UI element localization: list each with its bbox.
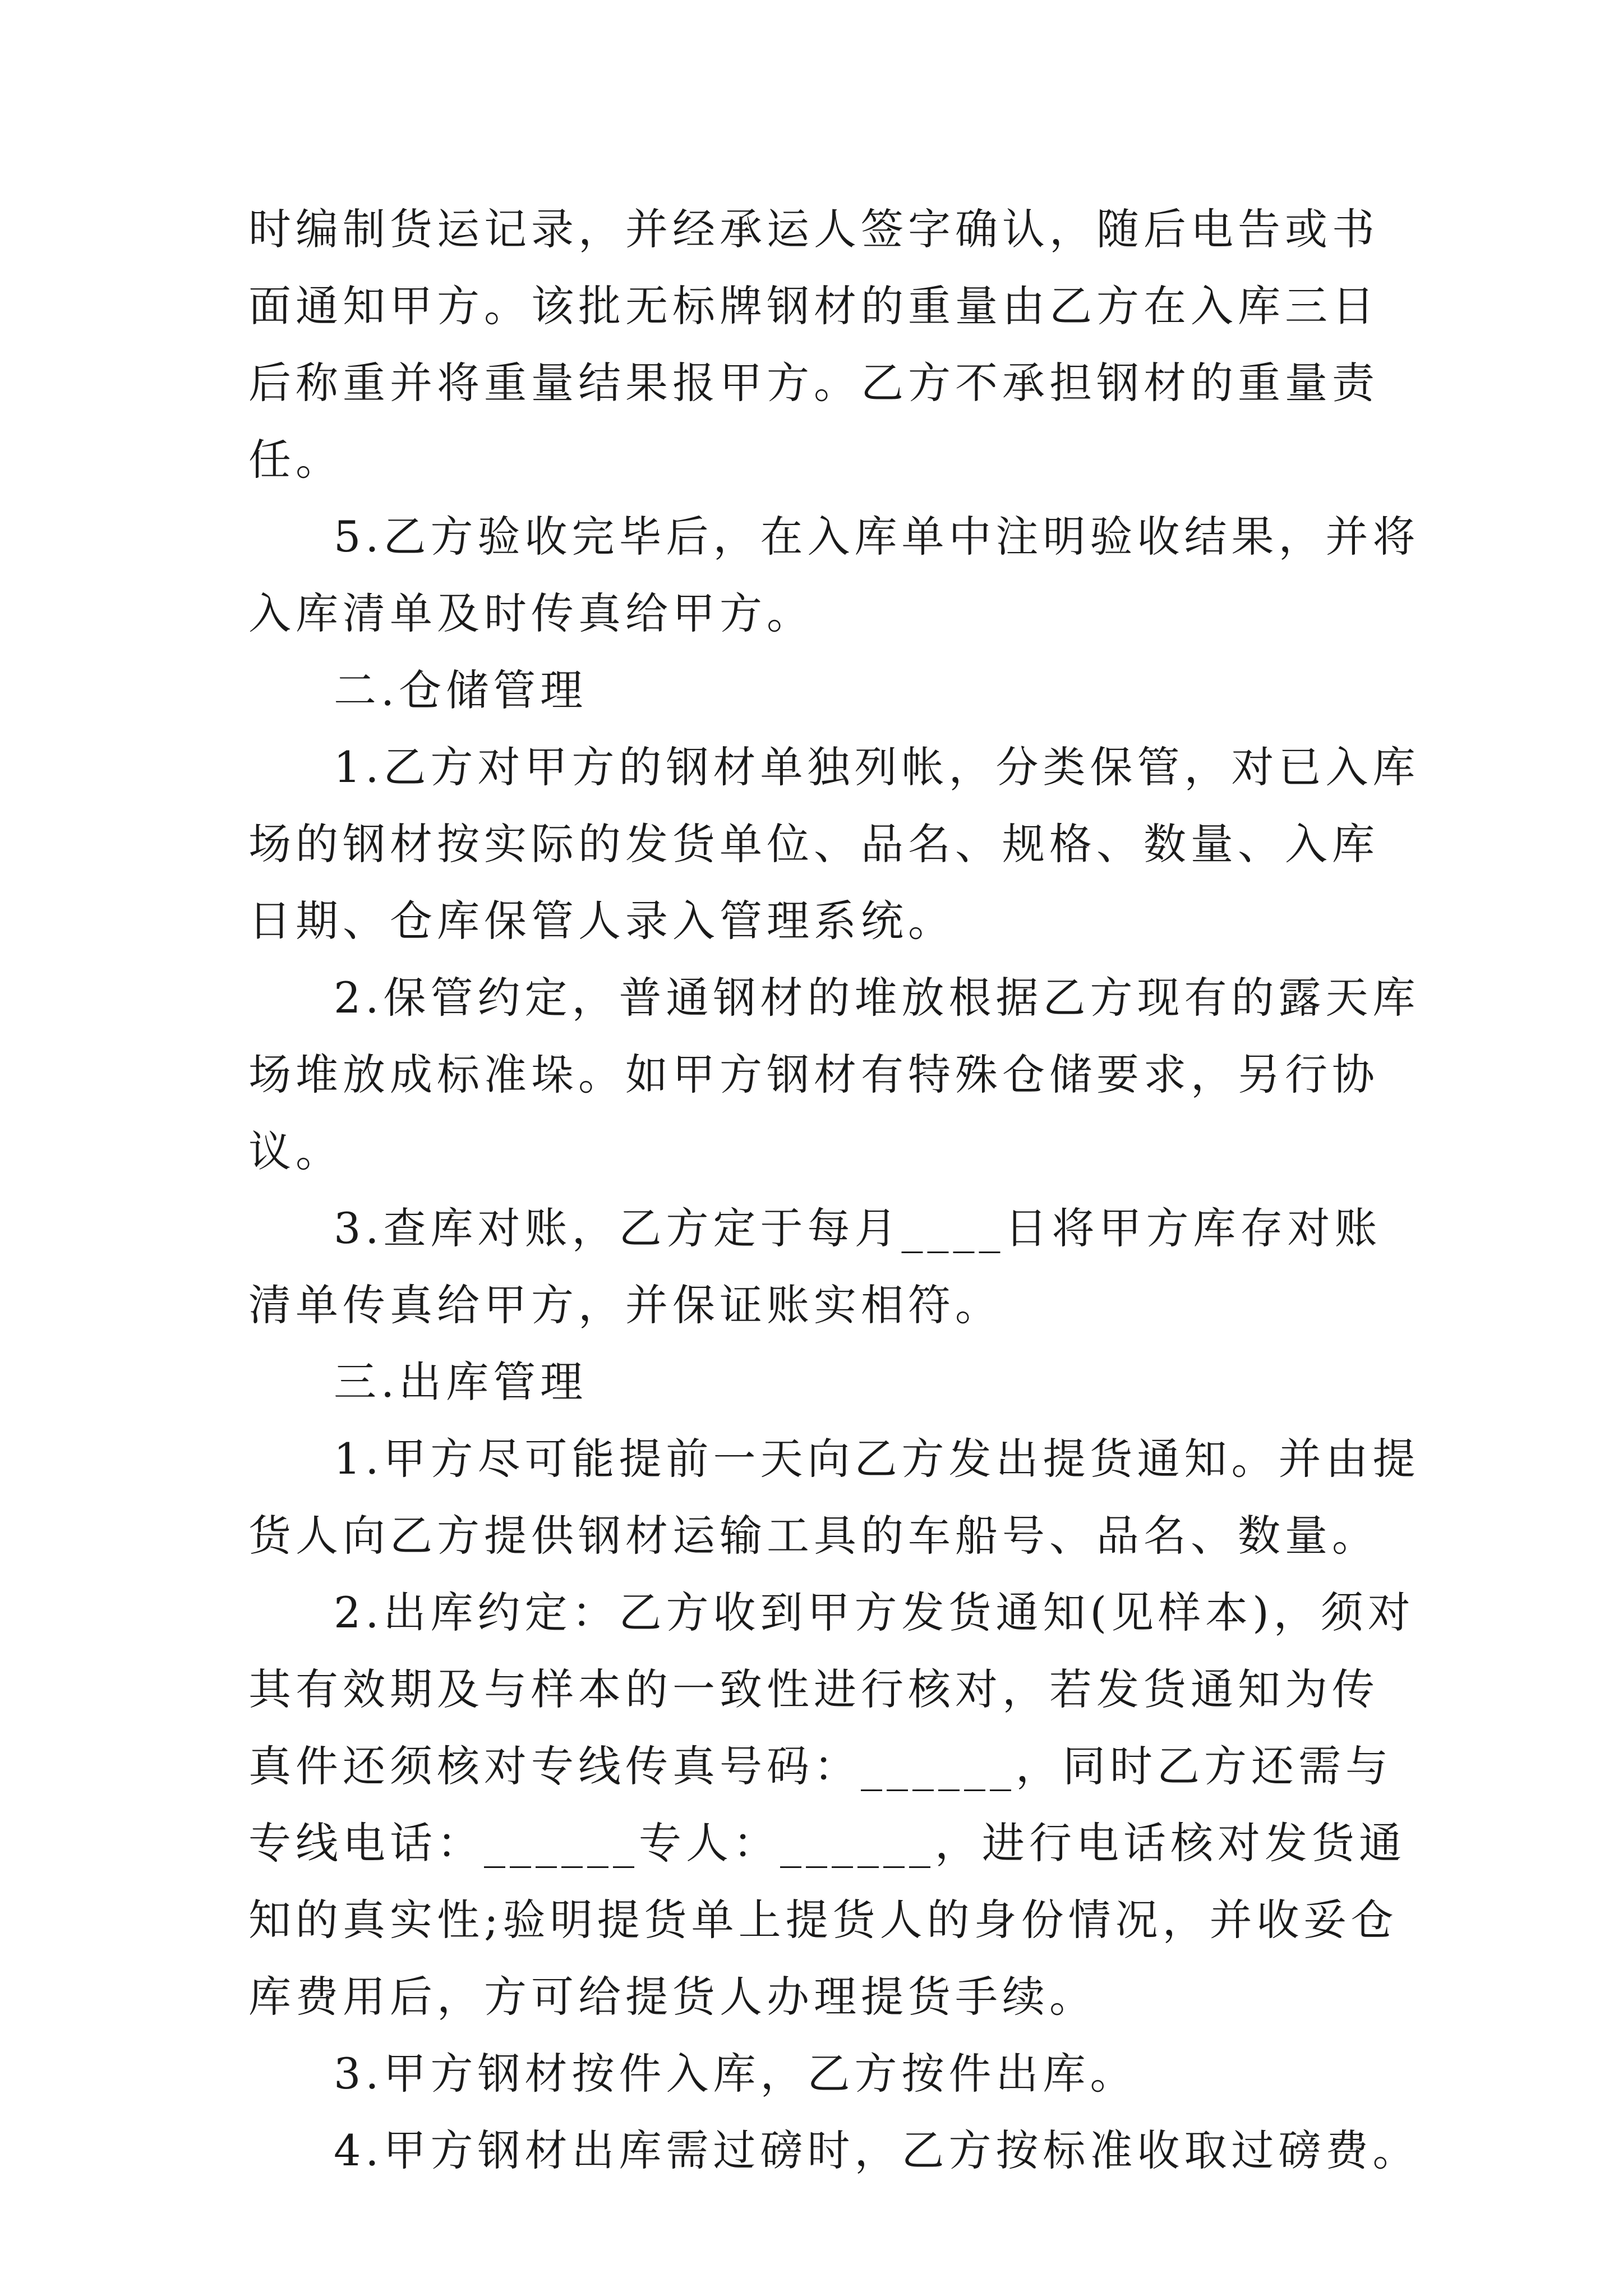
paragraph-clause-5: 5.乙方验收完毕后，在入库单中注明验收结果，并将入库清单及时传真给甲方。: [248, 512, 1420, 638]
paragraph-continuation: 时编制货运记录，并经承运人签字确认，随后电告或书面通知甲方。该批无标牌钢材的重量由乙方在入库三日后称重并将重量结果报甲方。乙方不承担钢材的重量责任。: [248, 204, 1379, 485]
paragraph-storage-1: 1.乙方对甲方的钢材单独列帐，分类保管，对已入库场的钢材按实际的发货单位、品名、规格、数量、入库日期、仓库保管人录入管理系统。: [248, 742, 1420, 946]
section-heading-outbound-management: 三.出库管理: [334, 1357, 588, 1407]
paragraph-outbound-2: 2.出库约定：乙方收到甲方发货通知(见样本)，须对其有效期及与样本的一致性进行核对，若发货通知为传真件还须核对专线传真号码：______，同时乙方还需与专线电话：______专人：______，进行电话核对发货通知的真实性;验明提货单上提货人的身份情况，并收妥仓库费用后，方可给提货人办理提货手续。: [248, 1588, 1415, 2022]
paragraph-storage-2: 2.保管约定，普通钢材的堆放根据乙方现有的露天库场堆放成标准垛。如甲方钢材有特殊仓储要求，另行协议。: [248, 973, 1420, 1176]
paragraph-storage-3: 3.查库对账，乙方定于每月____日将甲方库存对账清单传真给甲方，并保证账实相符。: [248, 1203, 1382, 1330]
document-body: [248, 191, 1421, 2189]
section-heading-storage-management: 二.仓储管理: [334, 665, 588, 715]
paragraph-outbound-3: 3.甲方钢材按件入库，乙方按件出库。: [334, 2049, 1137, 2099]
paragraph-outbound-4: 4.甲方钢材出库需过磅时，乙方按标准收取过磅费。: [334, 2125, 1420, 2175]
paragraph-outbound-1: 1.甲方尽可能提前一天向乙方发出提货通知。并由提货人向乙方提供钢材运输工具的车船号、品名、数量。: [248, 1434, 1420, 1561]
